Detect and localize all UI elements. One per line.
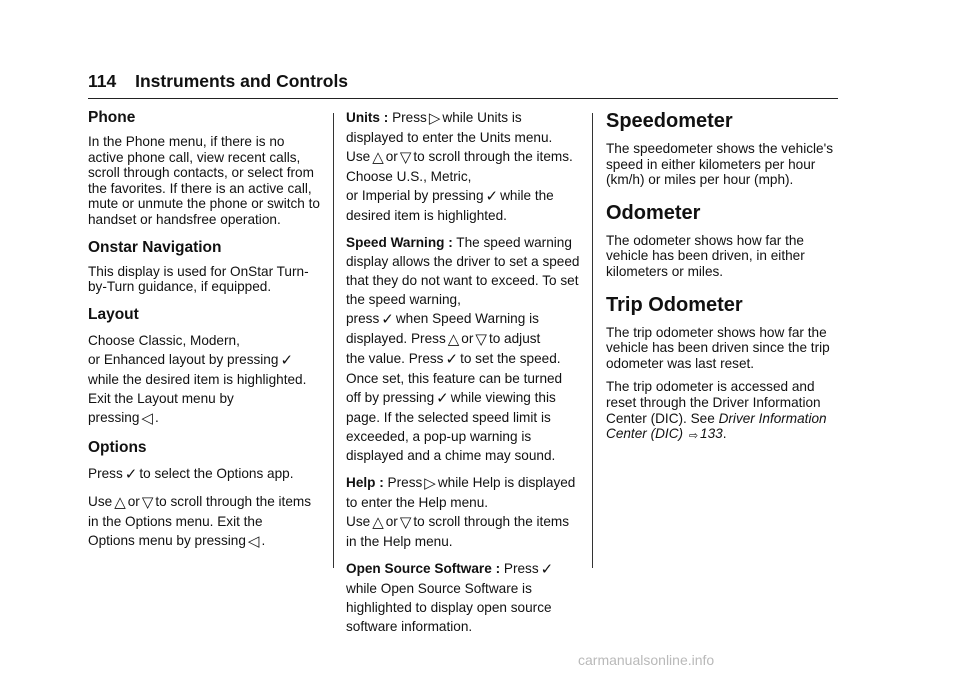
phone-paragraph: In the Phone menu, if there is no active phone call, view recent calls, scroll through contacts, or select from the favorites. If there is an active call, mute or unmute the phone or switch to handset or handsfree operation. — [88, 134, 320, 227]
back-triangle-icon: ◁ — [247, 532, 260, 550]
down-triangle-icon: ▽ — [399, 514, 412, 531]
speed-warning-paragraph: Speed Warning : The speed warning display allows the driver to set a speed that they do not want to exceed. To set the speed warning, press ✓ when Speed Warning is displayed. Press △ or ▽ to adjust the value. Press ✓ to set the speed. Once set, this feature can be turned off by pressing ✓ while viewing this page. If the selected speed limit is exceeded, a pop-up warning is displayed and a chime may sound. — [346, 235, 580, 463]
page-number: 114 — [88, 71, 117, 91]
options-paragraph-1: Press ✓ to select the Options app. — [88, 465, 294, 483]
odometer-paragraph: The odometer shows how far the vehicle has been driven, in either kilometers or miles. — [606, 232, 805, 279]
help-paragraph: Help : Press ▷ while Help is displayed to enter the Help menu. Use △ or ▽ to scroll through the items in the Help menu. — [346, 475, 576, 549]
up-triangle-icon: △ — [114, 493, 126, 511]
down-triangle-icon: ▽ — [399, 149, 412, 166]
check-icon: ✓ — [445, 351, 459, 368]
check-icon: ✓ — [436, 390, 449, 407]
heading-phone: Phone — [88, 109, 136, 126]
check-icon: ✓ — [381, 311, 394, 328]
column-divider — [592, 113, 593, 568]
back-triangle-icon: ◁ — [141, 409, 153, 427]
down-triangle-icon: ▽ — [475, 331, 487, 348]
heading-onstar: Onstar Navigation — [88, 238, 222, 256]
speed-warning-label: Speed Warning : — [346, 235, 453, 250]
watermark: carmanualsonline.info — [578, 652, 715, 668]
heading-options: Options — [88, 438, 147, 456]
dic-cross-reference-link[interactable]: Driver Information Center (DIC) — [606, 410, 827, 442]
dic-page-number[interactable]: 133 — [700, 426, 723, 442]
column-right — [606, 108, 838, 453]
page-reference-icon: ⇨ — [688, 430, 699, 443]
check-icon: ✓ — [124, 465, 138, 483]
layout-paragraph: Choose Classic, Modern, or Enhanced layout by pressing ✓ while the desired item is highlighted. Exit the Layout menu by pressing ◁ . — [88, 332, 307, 427]
check-icon: ✓ — [280, 351, 294, 369]
heading-trip-odometer: Trip Odometer — [606, 293, 743, 316]
onstar-paragraph: This display is used for OnStar Turn-by-Turn guidance, if equipped. — [88, 263, 309, 295]
right-triangle-icon: ▷ — [424, 475, 436, 492]
heading-layout: Layout — [88, 305, 139, 323]
check-icon: ✓ — [485, 188, 499, 205]
column-divider — [333, 113, 334, 568]
open-source-label: Open Source Software : — [346, 561, 501, 576]
up-triangle-icon: △ — [372, 514, 384, 531]
speedometer-paragraph: The speedometer shows the vehicle's speed in either kilometers per hour (km/h) or miles per hour (mph). — [606, 141, 834, 188]
units-paragraph: Units : Press ▷ while Units is displayed to enter the Units menu. Use △ or ▽ to scroll through the items. Choose U.S., Metric, or Imperial by pressing ✓ while the desired item is highlighted. — [346, 110, 573, 223]
up-triangle-icon: △ — [372, 149, 384, 166]
help-label: Help : — [346, 475, 384, 490]
heading-odometer: Odometer — [606, 201, 701, 224]
trip-odometer-paragraph-2: The trip odometer is accessed and reset through the Driver Information Center (DIC). See Driver Information Center (DIC) ⇨ 133. — [606, 379, 838, 444]
check-icon: ✓ — [540, 561, 554, 578]
section-title: Instruments and Controls — [135, 71, 349, 91]
units-label: Units : — [346, 110, 389, 125]
column-middle — [346, 108, 580, 644]
down-triangle-icon: ▽ — [141, 493, 154, 511]
open-source-paragraph: Open Source Software : Press ✓while Open Source Software is highlighted to display open source software information. — [346, 561, 554, 634]
column-left — [88, 108, 322, 559]
up-triangle-icon: △ — [447, 331, 460, 348]
header-rule — [88, 98, 838, 99]
right-triangle-icon: ▷ — [428, 110, 441, 127]
trip-odometer-paragraph-1: The trip odometer shows how far the vehicle has been driven since the trip odometer was last reset. — [606, 324, 830, 371]
page-header — [88, 71, 348, 92]
options-paragraph-2: Use △ or ▽ to scroll through the items in the Options menu. Exit the Options menu by pressing ◁ . — [88, 493, 312, 550]
heading-speedometer: Speedometer — [606, 110, 733, 132]
